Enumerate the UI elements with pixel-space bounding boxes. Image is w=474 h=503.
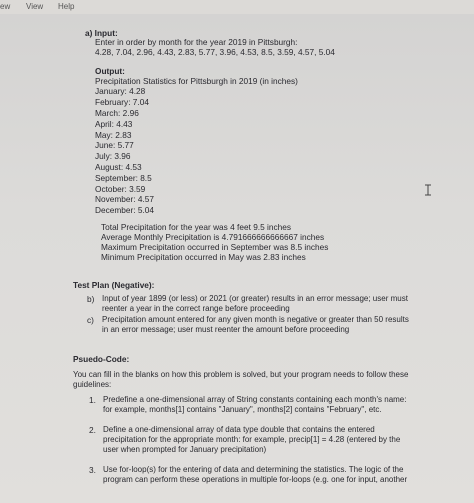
summary-maximum: Maximum Precipitation occurred in September was 8.5 inches [101,242,329,252]
text-cursor-icon [424,184,432,196]
summary-average: Average Monthly Precipitation is 4.791666666666667 inches [101,232,325,242]
month-line: January: 4.28 [95,86,146,96]
pseudo-item-marker: 2. [89,425,96,435]
month-line: October: 3.59 [95,184,146,194]
pseudo-intro-line: You can fill in the blanks on how this problem is solved, but your program needs to follow these [73,370,409,379]
pseudo-item-line: for example, months[1] contains "January", months[2] contains "February", etc. [103,405,382,414]
month-line: April: 4.43 [95,119,133,129]
test-item-line: Precipitation amount entered for any given month is negative or greater than 50 results [102,315,409,324]
pseudo-item-line: precipitation for the appropriate month: for example, precip[1] = 4.28 (entered by the [103,435,401,444]
menu-item-view[interactable]: View [26,2,44,11]
test-item-marker: c) [87,315,94,325]
test-item-line: Input of year 1899 (or less) or 2021 (or greater) results in an error message; user must [102,294,408,303]
month-line: February: 7.04 [95,97,149,107]
test-item-line: reenter a year in the correct range before proceeding [102,304,290,313]
pseudo-item-line: Use for-loop(s) for the entering of data and determining the statistics. The logic of the [103,465,404,474]
month-line: March: 2.96 [95,108,139,118]
pseudo-intro-line: guidelines: [73,380,112,389]
summary-total: Total Precipitation for the year was 4 feet 9.5 inches [101,222,292,232]
pseudo-item-line: program can perform these operations in multiple for-loops (e.g. one for input, another [103,475,408,484]
test-item-marker: b) [87,294,95,304]
menu-bar [0,0,474,14]
menu-item-help[interactable]: Help [58,2,75,11]
month-line: September: 8.5 [95,173,152,183]
pseudo-item-line: user when prompted for January precipitation) [103,445,267,454]
month-line: June: 5.77 [95,140,134,150]
month-line: August: 4.53 [95,162,142,172]
test-item-line: in an error message; user must reenter the amount before proceeding [102,325,350,334]
menu-item-ew[interactable]: ew [0,2,11,11]
summary-minimum: Minimum Precipitation occurred in May was 2.83 inches [101,252,306,262]
input-prompt: Enter in order by month for the year 2019 in Pittsburgh: [95,37,298,47]
pseudo-item-marker: 1. [89,395,96,405]
month-line: December: 5.04 [95,205,155,215]
input-values: 4.28, 7.04, 2.96, 4.43, 2.83, 5.77, 3.96, 4.53, 8.5, 3.59, 4.57, 5.04 [95,47,335,57]
test-plan-heading: Test Plan (Negative): [73,280,155,290]
pseudo-item-marker: 3. [89,465,96,475]
pseudo-item-line: Define a one-dimensional array of data type double that contains the entered [103,425,375,434]
pseudo-heading: Psuedo-Code: [73,354,130,364]
pseudo-item-line: Predefine a one-dimensional array of String constants containing each month's name: [103,395,407,404]
input-heading: a) Input: [85,28,118,38]
month-line: May: 2.83 [95,130,132,140]
month-line: November: 4.57 [95,194,155,204]
month-line: July: 3.96 [95,151,131,161]
output-title: Precipitation Statistics for Pittsburgh in 2019 (in inches) [95,76,298,86]
document-page [0,14,474,503]
output-heading: Output: [95,66,125,76]
